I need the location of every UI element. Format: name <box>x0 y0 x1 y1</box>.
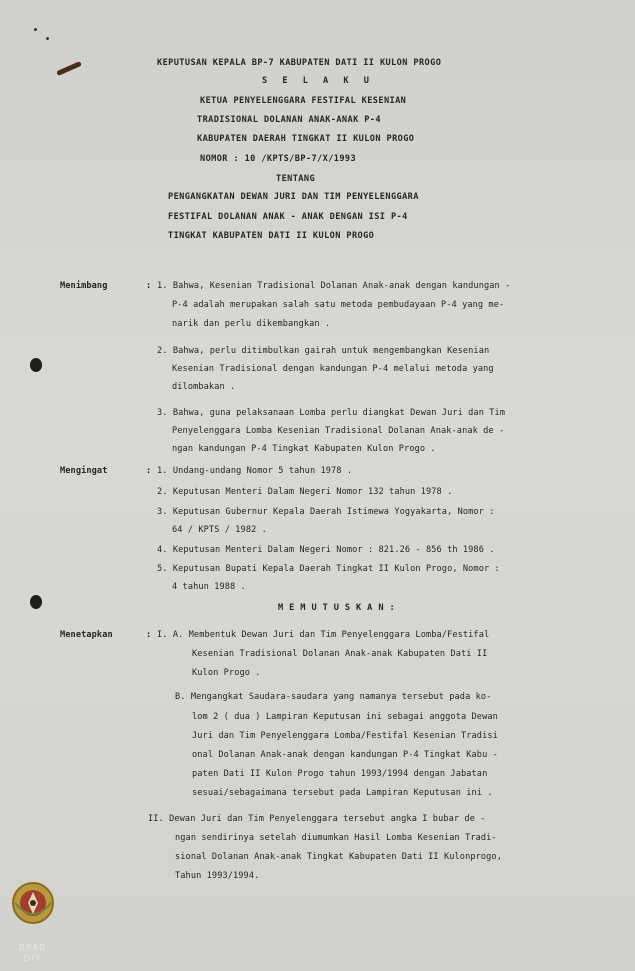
menetapkan-item-a: I. A. Membentuk Dewan Juri dan Tim Penyelenggara Lomba/Festifal <box>157 630 490 640</box>
mengingat-item: 4 tahun 1988 . <box>172 582 246 592</box>
header-line: S E L A K U <box>262 76 374 86</box>
menetapkan-item-a: Kulon Progo . <box>192 668 261 678</box>
menimbang-item-3: 3. Bahwa, guna pelaksanaan Lomba perlu diangkat Dewan Juri dan Tim <box>157 408 506 418</box>
header-line: KABUPATEN DAERAH TINGKAT II KULON PROGO <box>197 134 415 144</box>
mengingat-item: 5. Keputusan Bupati Kepala Daerah Tingkat II Kulon Progo, Nomor : <box>157 564 500 574</box>
document-title: FESTIFAL DOLANAN ANAK - ANAK DENGAN ISI P-4 <box>168 212 408 222</box>
header-line: TRADISIONAL DOLANAN ANAK-ANAK P-4 <box>197 115 381 125</box>
menimbang-item-1: narik dan perlu dikembangkan . <box>172 319 331 329</box>
memutuskan-heading: M E M U T U S K A N : <box>278 603 396 613</box>
logo-text-dpad: DPAD <box>18 943 48 952</box>
document-title: TINGKAT KABUPATEN DATI II KULON PROGO <box>168 231 375 241</box>
menetapkan-item-ii: II. Dewan Juri dan Tim Penyelenggara tersebut angka I bubar de - <box>148 814 486 824</box>
decree-number: NOMOR : 10 /KPTS/BP-7/X/1993 <box>200 154 357 164</box>
section-label-mengingat: Mengingat <box>60 466 108 476</box>
section-colon: : <box>146 630 152 640</box>
section-label-menetapkan: Menetapkan <box>60 630 113 640</box>
section-label-menimbang: Menimbang <box>60 281 108 291</box>
menimbang-item-1: 1. Bahwa, Kesenian Tradisional Dolanan Anak-anak dengan kandungan - <box>157 281 511 291</box>
document-title: PENGANGKATAN DEWAN JURI DAN TIM PENYELENGGARA <box>168 192 419 202</box>
mengingat-item: 2. Keputusan Menteri Dalam Negeri Nomor 132 tahun 1978 . <box>157 487 453 497</box>
header-line: KEPUTUSAN KEPALA BP-7 KABUPATEN DATI II KULON PROGO <box>157 58 442 68</box>
dpad-diy-logo-icon <box>10 880 56 926</box>
section-colon: : <box>146 281 152 291</box>
header-line: TENTANG <box>276 174 316 184</box>
menetapkan-item-b: paten Dati II Kulon Progo tahun 1993/1994 dengan Jabatan <box>192 769 488 779</box>
menimbang-item-2: 2. Bahwa, perlu ditimbulkan gairah untuk mengembangkan Kesenian <box>157 346 490 356</box>
menetapkan-item-b: onal Dolanan Anak-anak dengan kandungan P-4 Tingkat Kabu - <box>192 750 498 760</box>
section-colon: : <box>146 466 152 476</box>
mengingat-item: 1. Undang-undang Nomor 5 tahun 1978 . <box>157 466 353 476</box>
header-line: KETUA PENYELENGGARA FESTIFAL KESENIAN <box>200 96 407 106</box>
logo-text-diy: DIY <box>23 954 43 963</box>
ink-dot <box>34 28 37 31</box>
mengingat-item: 4. Keputusan Menteri Dalam Negeri Nomor : 821.26 - 856 th 1986 . <box>157 545 495 555</box>
menetapkan-item-ii: sional Dolanan Anak-anak Tingkat Kabupaten Dati II Kulonprogo, <box>175 852 502 862</box>
menetapkan-item-ii: Tahun 1993/1994. <box>175 871 260 881</box>
mengingat-item: 64 / KPTS / 1982 . <box>172 525 267 535</box>
mengingat-item: 3. Keputusan Gubernur Kepala Daerah Istimewa Yogyakarta, Nomor : <box>157 507 495 517</box>
menimbang-item-3: Penyelenggara Lomba Kesenian Tradisional Dolanan Anak-anak de - <box>172 426 505 436</box>
menimbang-item-2: Kesenian Tradisional dengan kandungan P-4 melalui metoda yang <box>172 364 494 374</box>
menetapkan-item-b: sesuai/sebagaimana tersebut pada Lampiran Keputusan ini . <box>192 788 493 798</box>
menetapkan-item-a: Kesenian Tradisional Dolanan Anak-anak Kabupaten Dati II <box>192 649 488 659</box>
ink-smudge <box>56 61 82 76</box>
menetapkan-item-b: lom 2 ( dua ) Lampiran Keputusan ini sebagai anggota Dewan <box>192 712 498 722</box>
menetapkan-item-b: Juri dan Tim Penyelenggara Lomba/Festifal Kesenian Tradisi <box>192 731 498 741</box>
menimbang-item-3: ngan kandungan P-4 Tingkat Kabupaten Kulon Progo . <box>172 444 436 454</box>
menetapkan-item-b: B. Mengangkat Saudara-saudara yang namanya tersebut pada ko- <box>175 692 492 702</box>
menetapkan-item-ii: ngan sendirinya setelah diumumkan Hasil Lomba Kesenian Tradi- <box>175 833 497 843</box>
ink-dot <box>46 37 49 40</box>
punch-hole <box>30 358 42 372</box>
menimbang-item-1: P-4 adalah merupakan salah satu metoda pembudayaan P-4 yang me- <box>172 300 505 310</box>
punch-hole <box>30 595 42 609</box>
menimbang-item-2: dilombakan . <box>172 382 236 392</box>
